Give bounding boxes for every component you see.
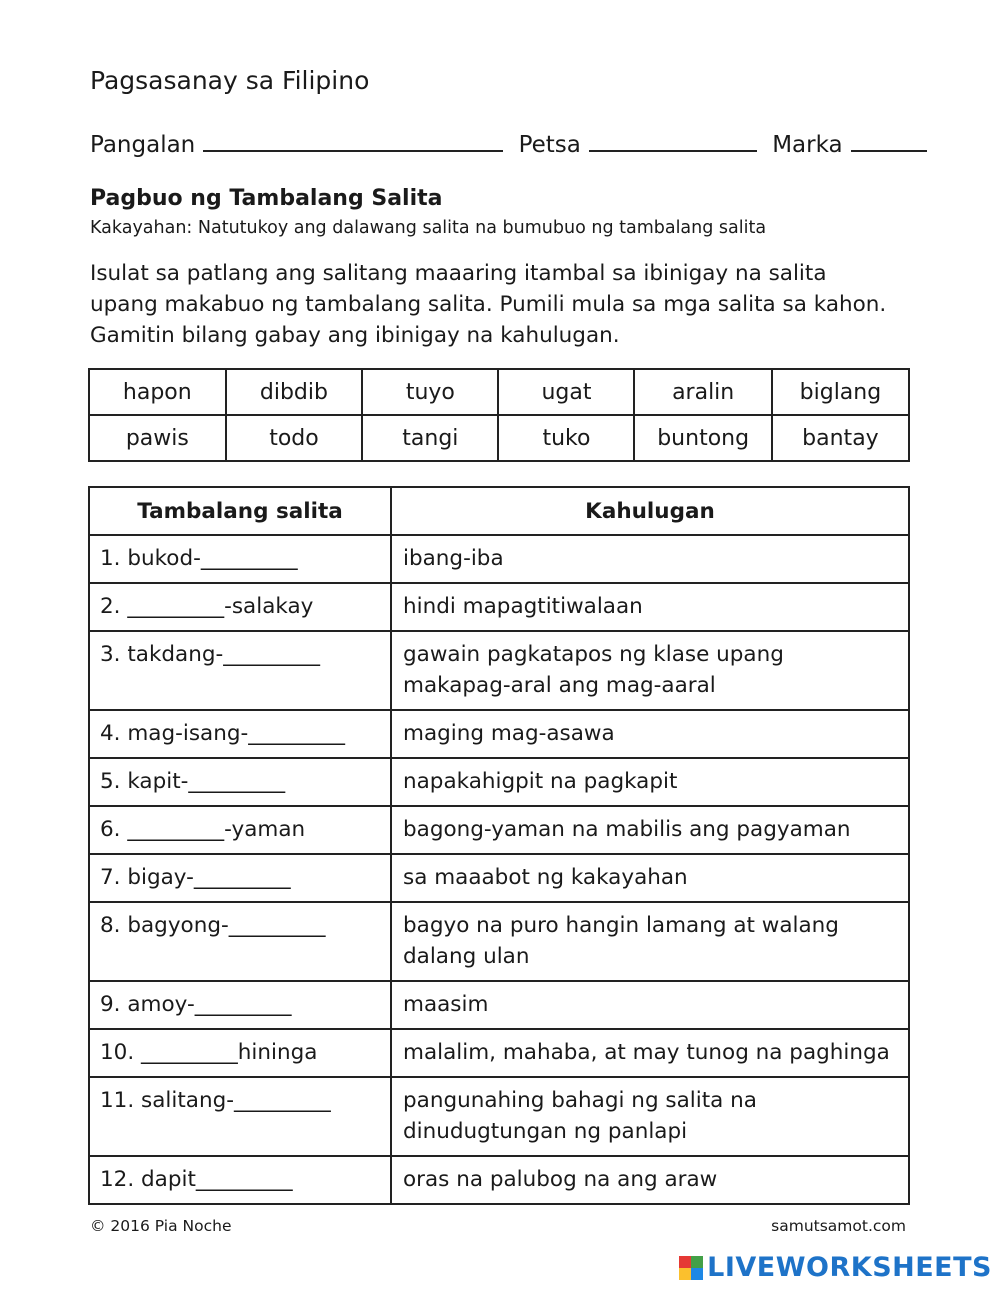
date-label: Petsa bbox=[518, 132, 581, 158]
compound-word-item[interactable]: 3. takdang-_________ bbox=[89, 631, 391, 710]
meaning-cell: hindi mapagtitiwalaan bbox=[391, 583, 909, 631]
student-info-line bbox=[90, 130, 927, 158]
name-blank[interactable] bbox=[203, 130, 503, 152]
page-title: Pagsasanay sa Filipino bbox=[90, 66, 370, 95]
word-box-cell: dibdib bbox=[226, 369, 363, 415]
table-row bbox=[89, 1156, 909, 1204]
meaning-cell: napakahigpit na pagkapit bbox=[391, 758, 909, 806]
liveworksheets-brand: LIVEWORKSHEETS bbox=[707, 1252, 992, 1283]
word-box-cell: pawis bbox=[89, 415, 226, 461]
answer-table-header bbox=[89, 487, 909, 535]
meaning-cell: bagong-yaman na mabilis ang pagyaman bbox=[391, 806, 909, 854]
compound-word-item[interactable]: 8. bagyong-_________ bbox=[89, 902, 391, 981]
meaning-cell: bagyo na puro hangin lamang at walang dalang ulan bbox=[391, 902, 909, 981]
meaning-cell: malalim, mahaba, at may tunog na paghinga bbox=[391, 1029, 909, 1077]
word-box-row bbox=[89, 415, 909, 461]
meaning-cell: gawain pagkatapos ng klase upang makapag-aral ang mag-aaral bbox=[391, 631, 909, 710]
compound-word-item[interactable]: 11. salitang-_________ bbox=[89, 1077, 391, 1156]
word-box-cell: bantay bbox=[772, 415, 909, 461]
competency-text: Kakayahan: Natutukoy ang dalawang salita na bumubuo ng tambalang salita bbox=[90, 218, 767, 238]
header-compound-word: Tambalang salita bbox=[89, 487, 391, 535]
score-label: Marka bbox=[772, 132, 843, 158]
liveworksheets-icon bbox=[679, 1256, 703, 1280]
word-box-cell: tuyo bbox=[362, 369, 498, 415]
date-blank[interactable] bbox=[589, 130, 757, 152]
logo-square-red bbox=[679, 1256, 691, 1268]
meaning-cell: pangunahing bahagi ng salita na dinudugtungan ng panlapi bbox=[391, 1077, 909, 1156]
meaning-cell: maging mag-asawa bbox=[391, 710, 909, 758]
meaning-cell: sa maaabot ng kakayahan bbox=[391, 854, 909, 902]
logo-square-green bbox=[691, 1256, 703, 1268]
compound-word-item[interactable]: 9. amoy-_________ bbox=[89, 981, 391, 1029]
table-row bbox=[89, 758, 909, 806]
compound-word-item[interactable]: 2. _________-salakay bbox=[89, 583, 391, 631]
meaning-cell: ibang-iba bbox=[391, 535, 909, 583]
word-box-cell: aralin bbox=[634, 369, 771, 415]
word-box-cell: biglang bbox=[772, 369, 909, 415]
site-link[interactable]: samutsamot.com bbox=[771, 1217, 906, 1235]
meaning-cell: oras na palubog na ang araw bbox=[391, 1156, 909, 1204]
table-row bbox=[89, 583, 909, 631]
compound-word-item[interactable]: 6. _________-yaman bbox=[89, 806, 391, 854]
word-box-cell: hapon bbox=[89, 369, 226, 415]
compound-word-item[interactable]: 10. _________hininga bbox=[89, 1029, 391, 1077]
section-title: Pagbuo ng Tambalang Salita bbox=[90, 186, 443, 211]
word-box-cell: tangi bbox=[362, 415, 498, 461]
logo-square-yellow bbox=[679, 1268, 691, 1280]
table-row bbox=[89, 1029, 909, 1077]
instructions-text: Isulat sa patlang ang salitang maaaring itambal sa ibinigay na salita upang makabuo ng tambalang salita. Pumili mula sa mga salita sa kahon. Gamitin bilang gabay ang ibinigay na kahulugan. bbox=[90, 261, 887, 348]
word-box-cell: ugat bbox=[498, 369, 634, 415]
word-box-cell: buntong bbox=[634, 415, 771, 461]
table-row bbox=[89, 535, 909, 583]
compound-word-item[interactable]: 4. mag-isang-_________ bbox=[89, 710, 391, 758]
copyright-text: © 2016 Pia Noche bbox=[90, 1217, 232, 1235]
table-row bbox=[89, 806, 909, 854]
name-label: Pangalan bbox=[90, 132, 196, 158]
answer-table bbox=[88, 486, 910, 1205]
meaning-cell: maasim bbox=[391, 981, 909, 1029]
liveworksheets-logo[interactable] bbox=[679, 1252, 992, 1283]
word-box-cell: todo bbox=[226, 415, 363, 461]
word-box bbox=[88, 368, 910, 462]
table-row bbox=[89, 902, 909, 981]
table-row bbox=[89, 981, 909, 1029]
table-row bbox=[89, 631, 909, 710]
table-row bbox=[89, 1077, 909, 1156]
logo-square-blue bbox=[691, 1268, 703, 1280]
score-blank[interactable] bbox=[851, 130, 927, 152]
compound-word-item[interactable]: 1. bukod-_________ bbox=[89, 535, 391, 583]
table-row bbox=[89, 710, 909, 758]
word-box-cell: tuko bbox=[498, 415, 634, 461]
compound-word-item[interactable]: 5. kapit-_________ bbox=[89, 758, 391, 806]
compound-word-item[interactable]: 7. bigay-_________ bbox=[89, 854, 391, 902]
table-row bbox=[89, 854, 909, 902]
header-meaning: Kahulugan bbox=[391, 487, 909, 535]
compound-word-item[interactable]: 12. dapit_________ bbox=[89, 1156, 391, 1204]
word-box-row bbox=[89, 369, 909, 415]
